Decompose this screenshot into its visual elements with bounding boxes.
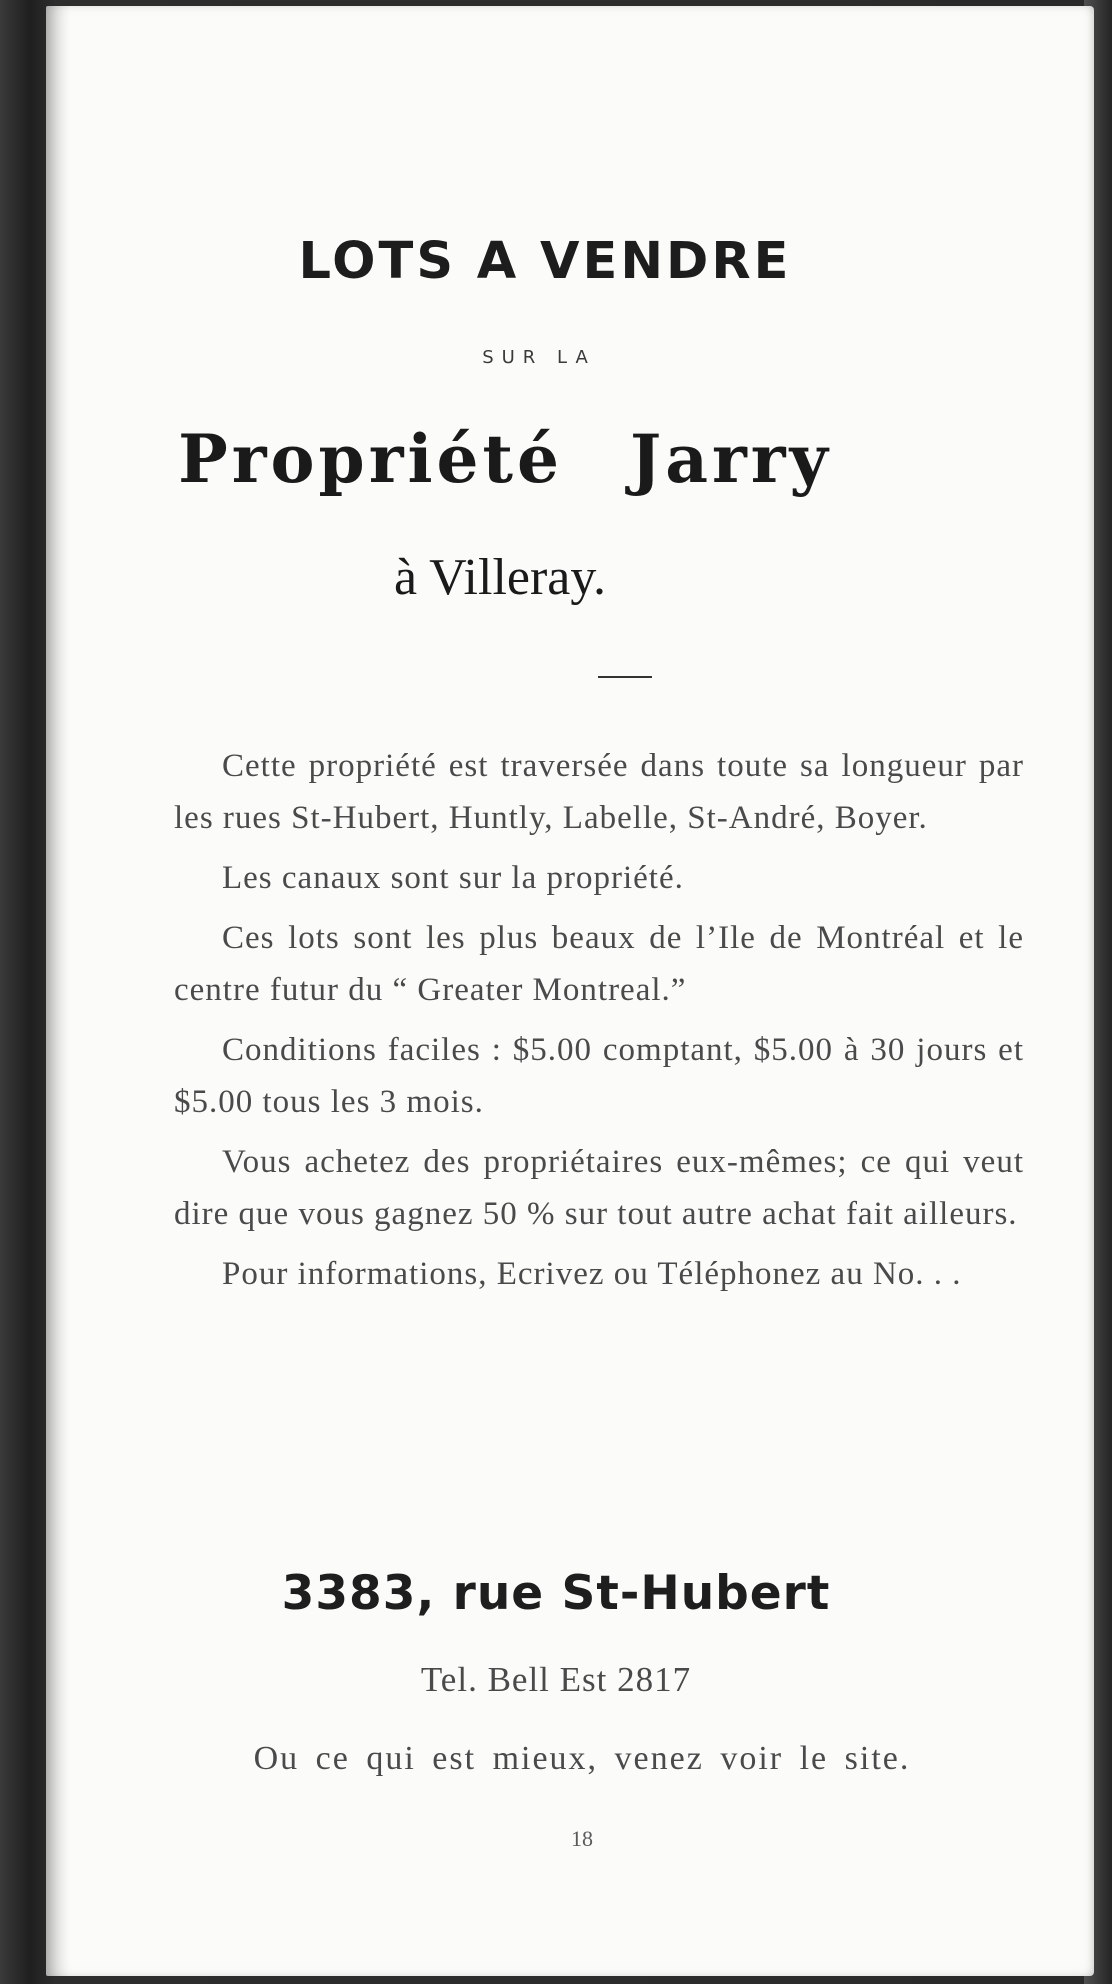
paragraph-best-lots: Ces lots sont les plus beaux de l’Ile de Montréal et le centre futur du “ Greater Montreal.” <box>174 920 1024 1008</box>
subheadline: SUR LA <box>482 347 596 368</box>
divider-rule <box>598 676 652 678</box>
paragraph-information: Pour informations, Ecrivez ou Téléphonez au No. . . <box>222 1256 962 1292</box>
paragraph-streets: Cette propriété est traversée dans toute sa longueur par les rues St-Hubert, Huntly, Labelle, St-André, Boyer. <box>174 748 1024 836</box>
page-number: 18 <box>571 1826 593 1851</box>
property-title: Propriété Jarry <box>178 420 832 498</box>
paragraph-savings: Vous achetez des propriétaires eux-mêmes; ce qui veut dire que vous gagnez 50 % sur tout autre achat fait ailleurs. <box>174 1144 1024 1232</box>
paragraph-conditions: Conditions faciles : $5.00 comptant, $5.00 à 30 jours et $5.00 tous les 3 mois. <box>174 1032 1024 1120</box>
headline: LOTS A VENDRE <box>298 232 792 291</box>
paragraph-canals: Les canaux sont sur la propriété. <box>222 860 684 896</box>
closing-line: Ou ce qui est mieux, venez voir le site. <box>253 1740 911 1777</box>
address: 3383, rue St-Hubert <box>281 1566 831 1621</box>
advertisement-body <box>174 740 1024 1308</box>
phone-number: Tel. Bell Est 2817 <box>420 1660 692 1699</box>
place-subtitle: à Villeray. <box>393 549 606 606</box>
